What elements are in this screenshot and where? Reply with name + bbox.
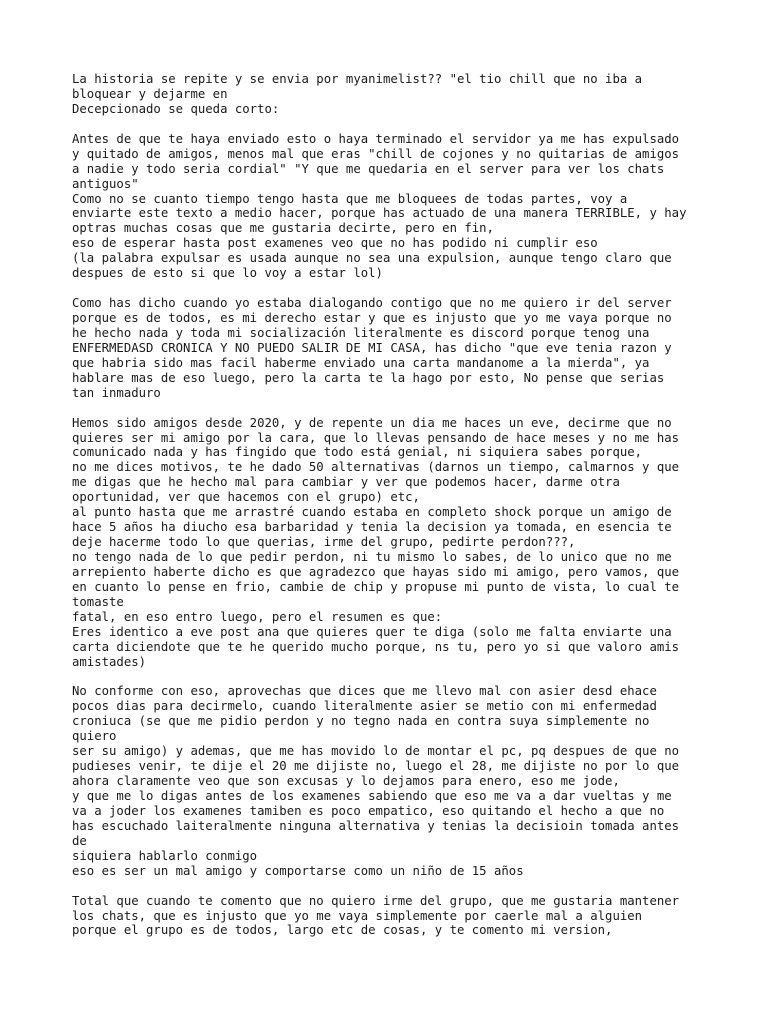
text-line: quiero: [72, 729, 117, 744]
text-line: No conforme con eso, aprovechas que dices que me llevo mal con asier desd ehace: [72, 684, 657, 699]
text-line: los chats, que es injusto que yo me vaya simplemente por caerle mal a alguien: [72, 908, 643, 923]
paragraph: [72, 416, 712, 670]
letter-body: [72, 72, 712, 953]
text-line: arrepiento haberte dicho es que agradezco que hayas sido mi amigo, pero vamos, que: [72, 564, 680, 579]
paragraph: [72, 684, 712, 878]
text-line: antiguos": [72, 176, 139, 191]
text-line: bloquear y dejarme en: [72, 86, 228, 101]
text-line: Decepcionado se queda corto:: [72, 101, 280, 116]
text-line: ENFERMEDASD CRONICA Y NO PUEDO SALIR DE MI CASA, has dicho "que eve tenia razon y: [72, 340, 672, 355]
text-line: carta diciendote que te he querido mucho porque, ns tu, pero yo si que valoro amis: [72, 639, 680, 654]
text-line: fatal, en eso entro luego, pero el resumen es que:: [72, 609, 443, 624]
text-line: amistades): [72, 654, 147, 669]
text-line: comunicado nada y has fingido que todo está genial, ni siquiera sabes porque,: [72, 445, 643, 460]
text-line: eso es ser un mal amigo y comportarse como un niño de 15 años: [72, 863, 524, 878]
text-line: deje hacerme todo lo que querias, irme del grupo, pedirte perdon???,: [72, 535, 576, 550]
text-line: despues de esto si que lo voy a estar lol): [72, 266, 383, 281]
paragraph: [72, 132, 712, 281]
text-line: he hecho nada y toda mi socialización literalmente es discord porque tenog una: [72, 325, 650, 340]
text-line: de: [72, 833, 87, 848]
text-line: al punto hasta que me arrastré cuando estaba en completo shock porque un amigo de: [72, 505, 672, 520]
text-line: me digas que he hecho mal para cambiar y ver que podemos hacer, darme otra: [72, 475, 620, 490]
text-line: tan inmaduro: [72, 385, 161, 400]
text-line: hace 5 años ha diucho esa barbaridad y tenia la decision ya tomada, en esencia te: [72, 520, 672, 535]
text-line: ahora claramente veo que son excusas y lo dejamos para enero, eso me jode,: [72, 774, 620, 789]
text-line: y quitado de amigos, menos mal que eras "chill de cojones y no quitarias de amigos: [72, 146, 680, 161]
text-line: siquiera hablarlo conmigo: [72, 848, 258, 863]
text-line: La historia se repite y se envia por myanimelist?? "el tio chill que no iba a: [72, 72, 643, 86]
text-line: va a joder los examenes tamiben es poco empatico, eso quitando el hecho a que no: [72, 803, 665, 818]
text-line: Antes de que te haya enviado esto o haya terminado el servidor ya me has expulsado: [72, 131, 680, 146]
text-line: Como has dicho cuando yo estaba dialogando contigo que no me quiero ir del server: [72, 296, 672, 311]
text-line: Eres identico a eve post ana que quieres quer te diga (solo me falta enviarte una: [72, 624, 672, 639]
text-line: ser su amigo) y ademas, que me has movido lo de montar el pc, pq despues de que no: [72, 744, 680, 759]
text-line: pocos dias para decirmelo, cuando literalmente asier se metio con mi enfermedad: [72, 699, 657, 714]
text-line: Hemos sido amigos desde 2020, y de repente un dia me haces un eve, decirme que no: [72, 415, 672, 430]
text-line: quieres ser mi amigo por la cara, que lo llevas pensando de hace meses y no me has: [72, 430, 680, 445]
text-line: oportunidad, ver que hacemos con el grupo) etc,: [72, 490, 420, 505]
text-line: optras muchas cosas que me gustaria decirte, pero en fin,: [72, 221, 494, 236]
text-line: que habria sido mas facil haberme enviado una carta mandanome a la mierda", ya: [72, 355, 650, 370]
text-line: a nadie y todo seria cordial" "Y que me quedaria en el server para ver los chats: [72, 161, 665, 176]
text-line: (la palabra expulsar es usada aunque no sea una expulsion, aunque tengo claro que: [72, 251, 672, 266]
text-line: no me dices motivos, te he dado 50 alternativas (darnos un tiempo, calmarnos y que: [72, 460, 680, 475]
paragraph: [72, 894, 712, 939]
text-line: pudieses venir, te dije el 20 me dijiste no, luego el 28, me dijiste no por lo que: [72, 759, 680, 774]
text-line: tomaste: [72, 594, 124, 609]
text-line: eso de esperar hasta post examenes veo que no has podido ni cumplir eso: [72, 236, 598, 251]
text-line: porque el grupo es de todos, largo etc de cosas, y te comento mi version,: [72, 923, 613, 938]
text-line: hablare mas de eso luego, pero la carta te la hago por esto, No pense que serias: [72, 370, 665, 385]
text-line: croniuca (se que me pidio perdon y no tegno nada en contra suya simplemente no: [72, 714, 650, 729]
text-line: Como no se cuanto tiempo tengo hasta que me bloquees de todas partes, voy a: [72, 191, 628, 206]
text-line: has escuchado laiteralmente ninguna alternativa y tenias la decisioin tomada antes: [72, 818, 680, 833]
text-line: en cuanto lo pense en frio, cambie de chip y propuse mi punto de vista, lo cual te: [72, 579, 680, 594]
text-line: porque es de todos, es mi derecho estar y que es injusto que yo me vaya porque no: [72, 311, 672, 325]
text-line: no tengo nada de lo que pedir perdon, ni tu mismo lo sabes, de lo unico que no me: [72, 550, 672, 564]
text-line: y que me lo digas antes de los examenes sabiendo que eso me va a dar vueltas y me: [72, 789, 672, 803]
text-line: enviarte este texto a medio hacer, porque has actuado de una manera TERRIBLE, y hay: [72, 206, 687, 221]
text-line: Total que cuando te comento que no quiero irme del grupo, que me gustaria mantener: [72, 893, 680, 908]
paragraph: [72, 296, 712, 401]
paragraph: [72, 72, 712, 117]
